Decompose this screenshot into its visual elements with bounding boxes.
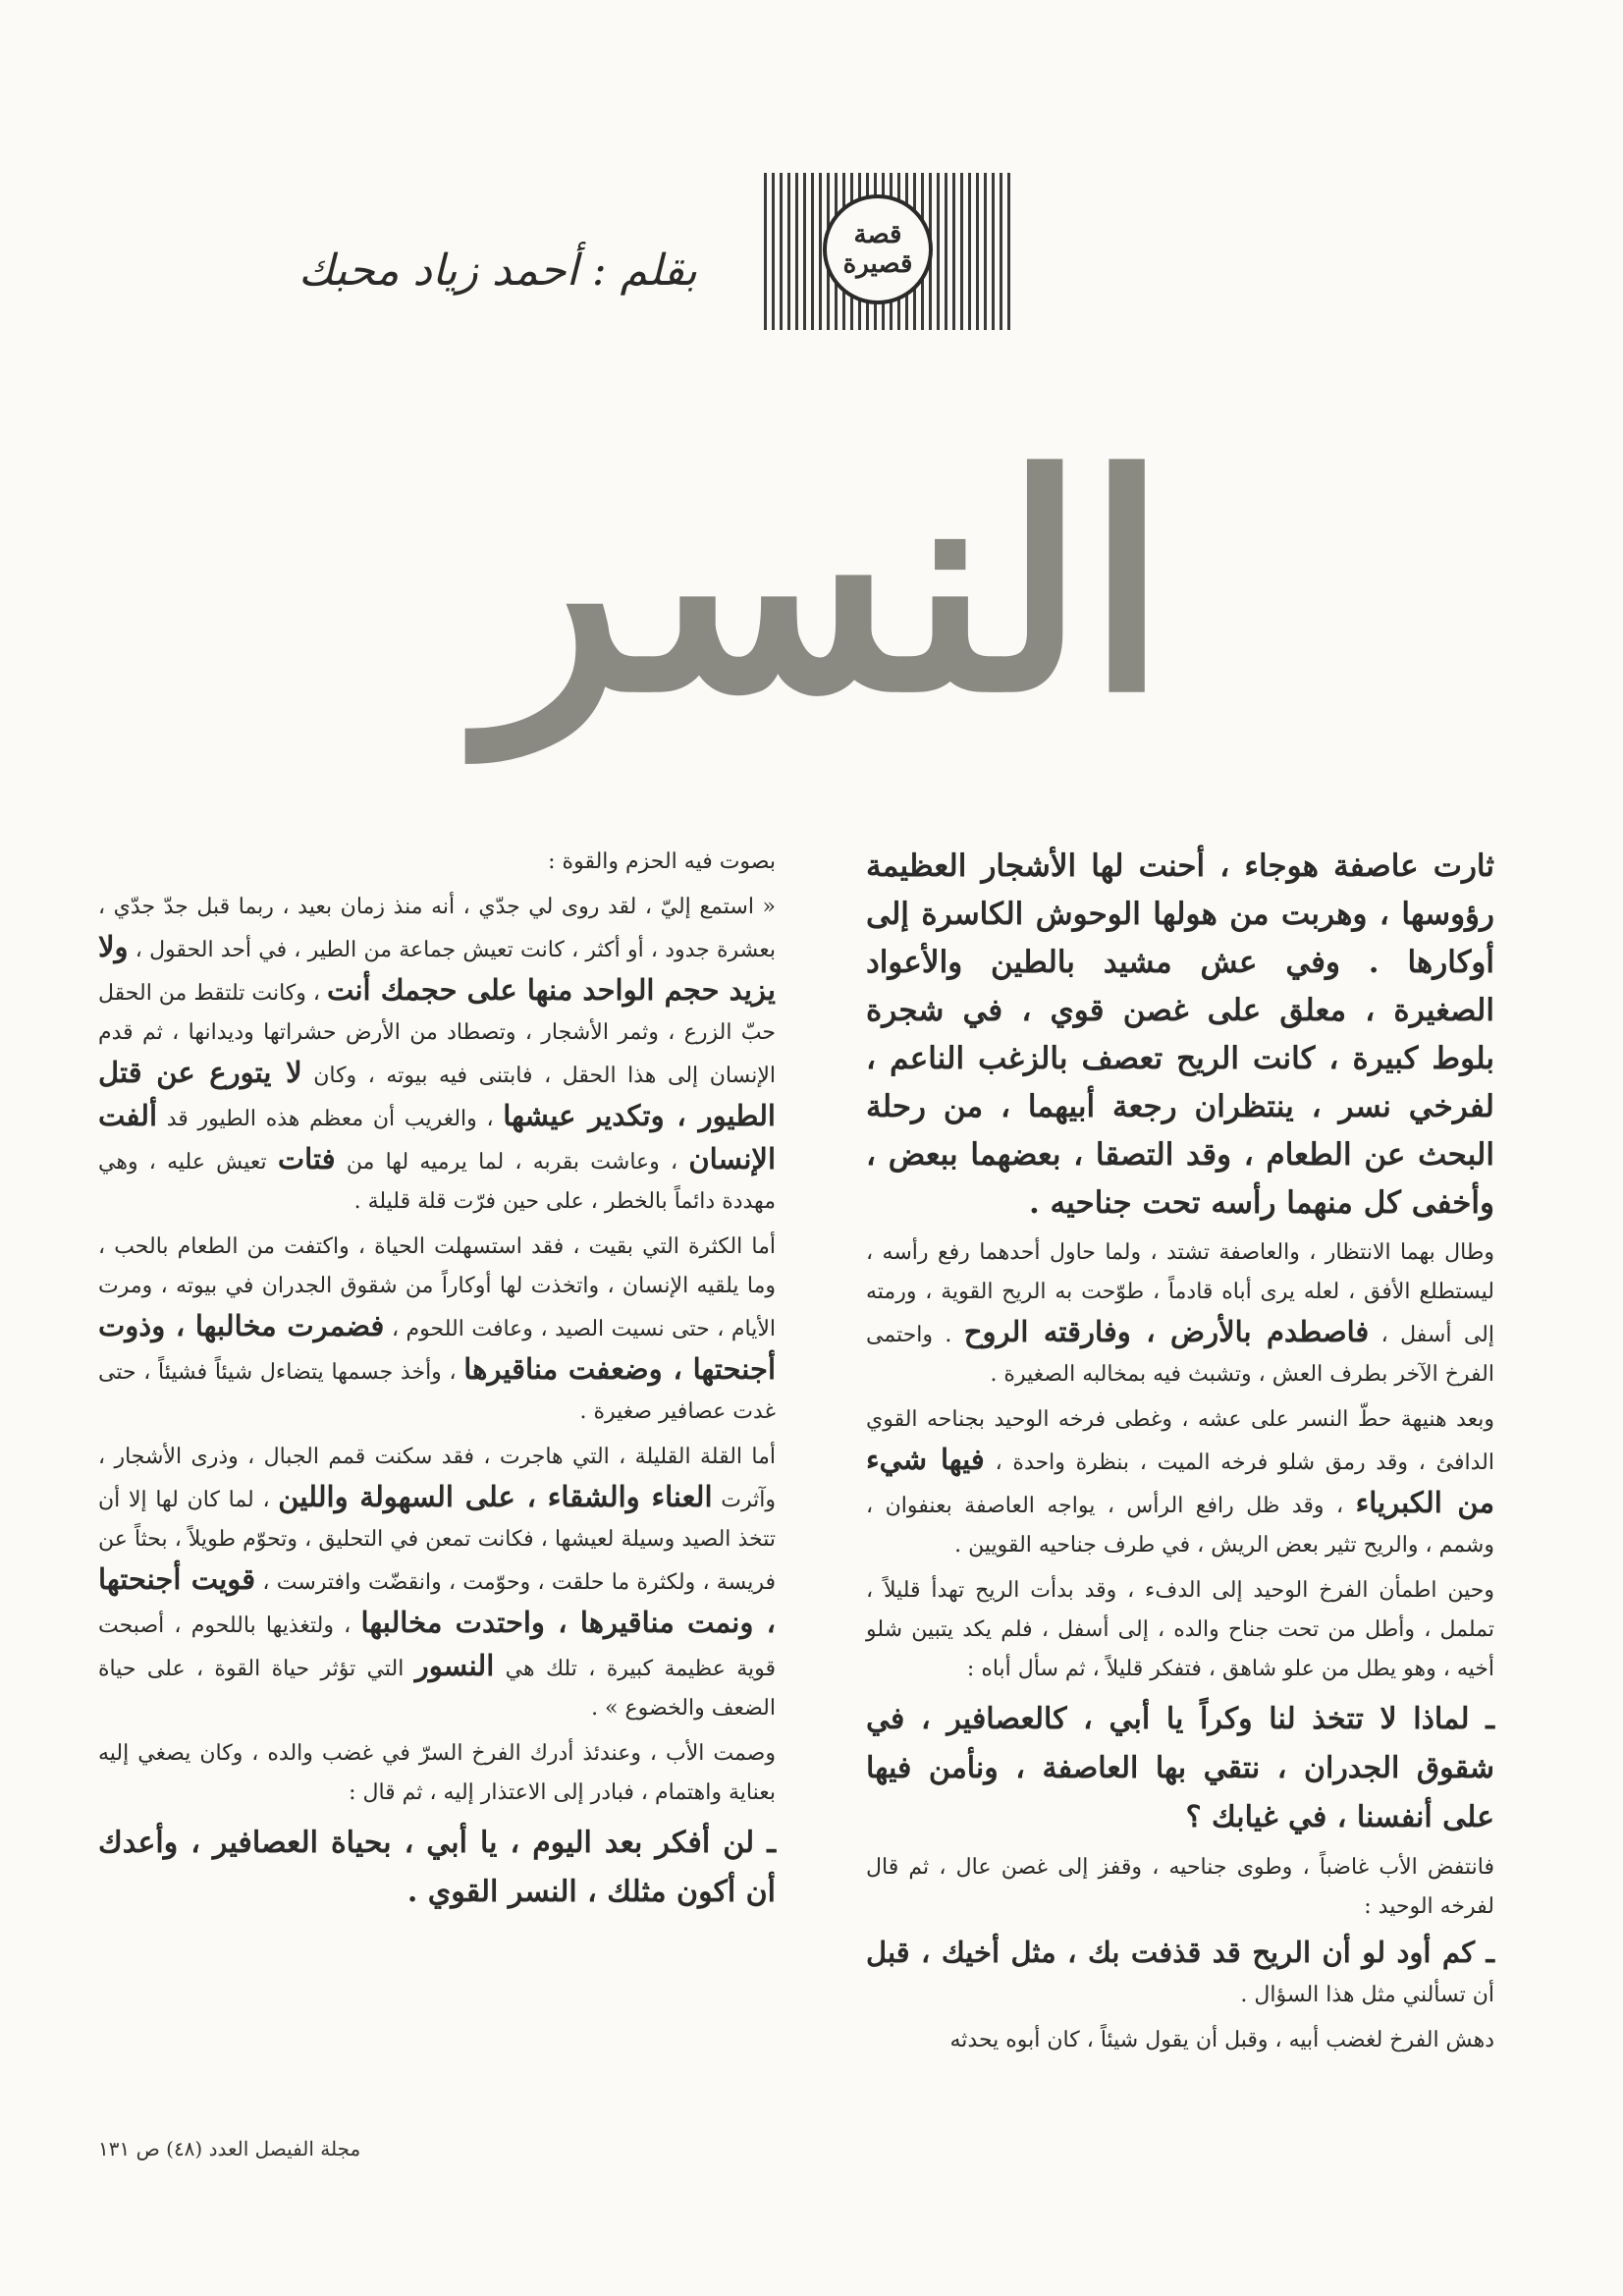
title-text: النسر	[481, 410, 1168, 757]
emphasis-text: العناء والشقاء ، على السهولة واللين	[278, 1480, 713, 1513]
paragraph: بصوت فيه الحزم والقوة :	[548, 849, 776, 874]
paragraph: دهش الفرخ لغضب أبيه ، وقبل أن يقول شيئاً ، كان أبوه يحدثه	[949, 2028, 1494, 2052]
paragraph	[98, 888, 776, 1222]
emphasis-text: ـ كم أود لو أن الريح قد قذفت بك ، مثل أخيك ، قبل	[866, 1936, 1494, 1969]
text-run: . واحتمى الفرخ الآخر بطرف العش ، وتشبث فيه بمخالبه الصغيرة .	[866, 1323, 1494, 1387]
page-footer: مجلة الفيصل العدد (٤٨) ص ١٣١	[98, 2137, 361, 2160]
text-run: أن تسألني مثل هذا السؤال .	[1240, 1983, 1494, 2007]
story-title	[363, 393, 1286, 786]
text-run: ، لما كان لها إلا أن تتخذ الصيد وسيلة لعيشها ، فكانت تمعن في التحليق ، وتحوّم طويلاً ، بحثاً عن فريسة ، ولكثرة ما حلقت ، وحوّمت ، وانقضّت وافترست ،	[98, 1488, 776, 1595]
emphasis-text: لا يتورع عن قتل الطيور ، وتكدير عيشها	[98, 1056, 776, 1132]
text-run: « استمع إليّ ، لقد روى لي جدّي ، أنه منذ زمان بعيد ، ربما قبل جدّ جدّي ، بعشرة جدود ، أو أكثر ، كانت تعيش جماعة من الطير ، في أحد الحقول ،	[98, 895, 777, 962]
paragraph: فانتفض الأب غاضباً ، وطوى جناحيه ، وقفز إلى غصن عال ، ثم قال لفرخه الوحيد :	[866, 1855, 1494, 1919]
badge-circle	[823, 194, 933, 304]
question-paragraph: ـ لماذا لا تتخذ لنا وكراً يا أبي ، كالعصافير ، في شقوق الجدران ، نتقي بها العاصفة ، ونأمن فيها على أنفسنا ، في غيابك ؟	[866, 1702, 1494, 1834]
author-byline: بقلم : أحمد زياد محبك	[298, 246, 697, 296]
text-run: أما القلة القليلة ، التي هاجرت ، فقد سكنت قمم الجبال ، وذرى الأشجار ، وآثرت	[98, 1445, 776, 1512]
badge-line-2: قصيرة	[842, 249, 913, 279]
story-badge	[764, 173, 1011, 330]
emphasis-text: النسور	[414, 1649, 495, 1682]
text-run: ، ولتغذيها باللحوم ، أصبحت قوية عظيمة كبيرة ، تلك هي	[98, 1613, 777, 1681]
paragraph	[98, 1228, 776, 1432]
left-column	[98, 843, 776, 1923]
emphasis-text: ولا يزيد حجم الواحد منها على حجمك أنت	[98, 930, 776, 1007]
text-run: وطال بهما الانتظار ، والعاصفة تشتد ، ولما حاول أحدهما رفع رأسه ، ليستطلع الأفق ، لعله يرى أباه قادماً ، طوّحت به الريح القوية ، ورمته إلى أسفل ،	[866, 1240, 1494, 1347]
text-run: ، وقد ظل رافع الرأس ، يواجه العاصفة بعنفوان ، وشمم ، والريح تثير بعض الريش ، في طرف جناحيه القويين .	[866, 1494, 1494, 1558]
right-column	[866, 843, 1494, 2066]
paragraph	[866, 1233, 1494, 1394]
text-run: ، وعاشت بقربه ، لما يرميه لها من	[346, 1150, 678, 1175]
paragraph: وحين اطمأن الفرخ الوحيد إلى الدفء ، وقد بدأت الريح تهدأ قليلاً ، تململ ، وأطل من تحت جناح والده ، إلى أسفل ، فلم يكد يتبين شلو أخيه ، وهو يطل من علو شاهق ، فتفكر قليلاً ، ثم سأل أباه :	[866, 1578, 1494, 1681]
emphasis-text: فيها شيء من الكبرياء	[866, 1443, 1494, 1519]
text-run: ، وأخذ جسمها يتضاءل شيئاً فشيئاً ، حتى غدت عصافير صغيرة .	[98, 1360, 776, 1424]
text-run: أما الكثرة التي بقيت ، فقد استسهلت الحياة ، واكتفت من الطعام بالحب ، وما يلقيه الإنسان ، واتخذت لها أوكاراً من شقوق الجدران في بيوته ، ومرت الأيام ، حتى نسيت الصيد ، وعافت اللحوم ،	[98, 1234, 776, 1341]
text-run: تعيش عليه ، وهي مهددة دائماً بالخطر ، على حين فرّت قلة قليلة .	[98, 1150, 776, 1214]
text-run: ، وكانت تلتقط من الحقل حبّ الزرع ، وثمر الأشجار ، وتصطاد من الأرض حشراتها وديدانها ، ثم قدم الإنسان إلى هذا الحقل ، فابتنى فيه بيوته ، وكان	[98, 981, 776, 1088]
emphasis-text: فضمرت مخالبها ، وذوت أجنحتها ، وضعفت مناقيرها	[98, 1309, 777, 1386]
emphasis-text: فتات	[277, 1142, 336, 1175]
text-run: التي تؤثر حياة القوة ، على حياة الضعف والخضوع » .	[98, 1657, 776, 1721]
text-run: وبعد هنيهة حطّ النسر على عشه ، وغطى فرخه الوحيد بجناحه القوي الدافئ ، وقد رمق شلو فرخه الميت ، بنظرة واحدة ،	[866, 1407, 1494, 1475]
emphasis-text: فاصطدم بالأرض ، وفارقته الروح	[963, 1315, 1370, 1348]
intro-paragraph: ثارت عاصفة هوجاء ، أحنت لها الأشجار العظيمة رؤوسها ، وهربت من هولها الوحوش الكاسرة إلى أوكارها . وفي عش مشيد بالطين والأعواد الصغيرة ، معلق على غصن قوي ، في شجرة بلوط كبيرة ، كانت الريح تعصف بالزغب الناعم ، لفرخي نسر ، ينتظران رجعة أبيهما ، من رحلة البحث عن الطعام ، وقد التصقا ، بعضهما ببعض ، وأخفى كل منهما رأسه تحت جناحيه .	[866, 848, 1494, 1221]
paragraph: وصمت الأب ، وعندئذ أدرك الفرخ السرّ في غضب والده ، وكان يصغي إليه بعناية واهتمام ، فبادر إلى الاعتذار إليه ، ثم قال :	[98, 1741, 776, 1805]
closing-paragraph: ـ لن أفكر بعد اليوم ، يا أبي ، بحياة العصافير ، وأعدك أن أكون مثلك ، النسر القوي .	[98, 1826, 776, 1909]
emphasis-text: ألفت الإنسان	[98, 1099, 777, 1175]
paragraph	[866, 1400, 1494, 1565]
paragraph	[866, 1933, 1494, 2015]
badge-line-1: قصة	[853, 220, 902, 249]
paragraph	[98, 1438, 776, 1728]
text-run: ، والغريب أن معظم هذه الطيور قد	[166, 1107, 494, 1131]
emphasis-text: قويت أجنحتها ، ونمت مناقيرها ، واحتدت مخالبها	[98, 1562, 777, 1639]
